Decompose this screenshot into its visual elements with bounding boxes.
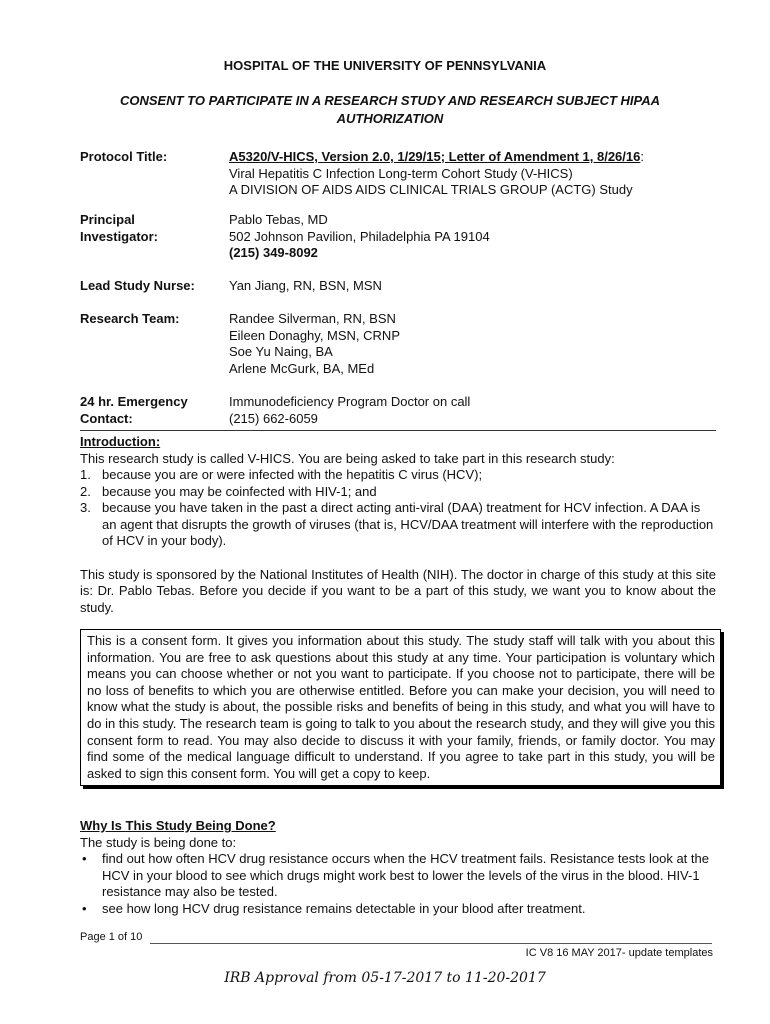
list-item-text: because you are or were infected with the hepatitis C virus (HCV); [102, 467, 483, 482]
introduction-title: Introduction: [80, 434, 161, 449]
protocol-label: Protocol Title: [80, 149, 168, 164]
why-title: Why Is This Study Being Done? [80, 818, 276, 833]
nurse-name: Yan Jiang, RN, BSN, MSN [229, 278, 382, 293]
emergency-label-line-1: 24 hr. Emergency [80, 394, 188, 409]
team-label: Research Team: [80, 311, 180, 326]
template-version: IC V8 16 MAY 2017- update templates [525, 947, 713, 959]
institution-heading: HOSPITAL OF THE UNIVERSITY OF PENNSYLVANIA [223, 58, 547, 73]
list-item-text: find out how often HCV drug resistance occurs when the HCV treatment fails. Resistance tests look at the HCV in your blood to see which drugs might work best to lower the levels of the virus in the blood. HIV-1 resistance may also be tested. [102, 851, 709, 899]
emergency-label [80, 394, 225, 427]
protocol-id: A5320/V-HICS, Version 2.0, 1/29/15; Letter of Amendment 1, 8/26/16 [229, 149, 641, 164]
list-item-text: see how long HCV drug resistance remains detectable in your blood after treatment. [102, 900, 586, 916]
introduction-section [80, 434, 716, 616]
emergency-value [229, 394, 719, 427]
introduction-lead: This research study is called V-HICS. You are being asked to take part in this research study: [80, 450, 615, 466]
team-member: Soe Yu Naing, BA [229, 344, 333, 359]
consent-notice-box: This is a consent form. It gives you information about this study. The study staff will talk with you about this information. You are free to ask questions about this study at any time. Your participation is voluntary which means you can choose whether or not you want to participate. If you choose not to participate, there will be no loss of benefits to which you are otherwise entitled. Before you can make your decision, you will need to know what the study is about, the possible risks and benefits of being in this study, and what you will have to do in this study. The research team is going to talk to you about the research study, and they will give you this consent form to read. You may also decide to discuss it with your family, friends, or family doctor. You may find some of the medical language difficult to understand. If you agree to take part in this study, you will be asked to sign this consent form. You will get a copy to keep. [80, 629, 721, 786]
investigator-address: 502 Johnson Pavilion, Philadelphia PA 19104 [229, 228, 490, 244]
emergency-phone: (215) 662-6059 [229, 410, 318, 426]
list-number: 3. [80, 500, 91, 515]
investigator-label [80, 212, 225, 245]
team-members [229, 311, 719, 377]
list-item-text: because you have taken in the past a direct acting anti-viral (DAA) treatment for HCV infection. A DAA is an agent that disrupts the growth of viruses (that is, HCV/DAA treatment will interfere with the reproduction of HCV in your body). [102, 500, 714, 548]
why-bullet-list [80, 851, 716, 917]
investigator-value [229, 212, 719, 262]
bullet-icon: • [82, 851, 87, 866]
team-member: Eileen Donaghy, MSN, CRNP [229, 327, 400, 343]
protocol-value [229, 149, 719, 199]
emergency-label-line-2: Contact: [80, 410, 133, 426]
irb-approval: IRB Approval from 05-17-2017 to 11-20-2017 [224, 970, 546, 986]
list-item [80, 500, 716, 550]
list-number: 1. [80, 467, 91, 482]
protocol-id-colon: : [640, 149, 644, 164]
page-number: Page 1 of 10 [80, 931, 143, 943]
protocol-division: A DIVISION OF AIDS AIDS CLINICAL TRIALS GROUP (ACTG) Study [229, 182, 633, 197]
team-member: Arlene McGurk, BA, MEd [229, 360, 375, 376]
nurse-label: Lead Study Nurse: [80, 278, 195, 293]
list-item [80, 484, 716, 501]
list-item [80, 901, 716, 918]
bullet-icon: • [82, 900, 87, 916]
list-item [80, 851, 716, 901]
list-number: 2. [80, 483, 91, 499]
team-member: Randee Silverman, RN, BSN [229, 311, 396, 326]
protocol-study-title: Viral Hepatitis C Infection Long-term Cohort Study (V-HICS) [229, 165, 573, 181]
section-divider [80, 430, 716, 431]
footer-rule [150, 943, 712, 944]
sponsor-paragraph: This study is sponsored by the National Institutes of Health (NIH). The doctor in charge of this study at this site is: Dr. Pablo Tebas. Before you decide if you want to be a part of this study, we want you to know about the study. [80, 566, 716, 615]
introduction-reasons-list [80, 467, 716, 550]
investigator-label-line-1: Principal [80, 212, 135, 227]
investigator-label-line-2: Investigator: [80, 228, 159, 244]
list-item-text: because you may be coinfected with HIV-1; and [102, 483, 377, 499]
list-item [80, 467, 716, 484]
consent-title: CONSENT TO PARTICIPATE IN A RESEARCH STUDY AND RESEARCH SUBJECT HIPAA AUTHORIZATION [119, 93, 661, 126]
emergency-contact: Immunodeficiency Program Doctor on call [229, 394, 471, 409]
investigator-phone: (215) 349-8092 [229, 245, 318, 260]
why-lead: The study is being done to: [80, 834, 237, 850]
investigator-name: Pablo Tebas, MD [229, 212, 328, 227]
why-section [80, 818, 716, 917]
